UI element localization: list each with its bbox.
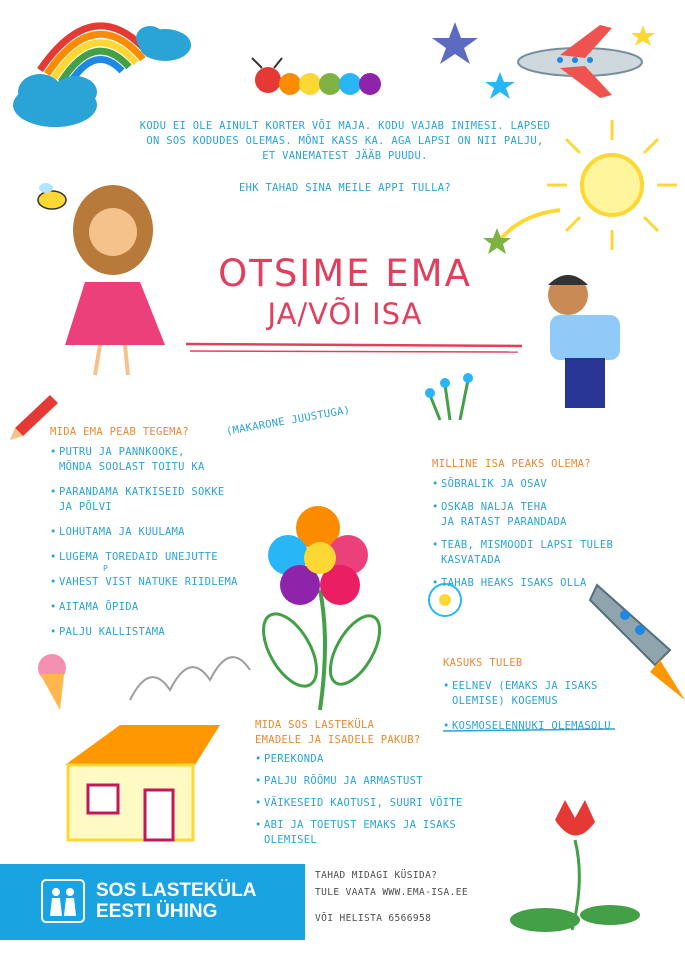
- page-subtitle: JA/VÕI ISA: [267, 297, 423, 331]
- bonus-heading: KASUKS TULEB: [443, 657, 523, 669]
- contact-phone[interactable]: VÕI HELISTA 6566958: [315, 913, 432, 924]
- airplane-icon: [518, 25, 642, 98]
- list-item: OLEMISEL: [264, 834, 317, 846]
- ice-cream-icon: [38, 654, 66, 710]
- list-item: • EELNEV (EMAKS JA ISAKS: [443, 679, 611, 694]
- list-item-crossed: • KOSMOSELENNUKI OLEMASOLU: [443, 719, 611, 734]
- star-icon: [485, 72, 515, 99]
- scribble-decoration: [130, 657, 250, 700]
- title-underline: [190, 351, 518, 352]
- logo-line: EESTI ÜHING: [96, 901, 218, 922]
- bonus-list: [443, 679, 611, 734]
- intro-line: ET VANEMATEST JÄÄB PUUDU.: [262, 150, 428, 162]
- mom-note: (MAKARONE JUUSTUGA): [225, 404, 352, 438]
- contact-question: TAHAD MIDAGI KÜSIDA?: [315, 870, 438, 881]
- bluebells-icon: [425, 373, 473, 420]
- list-item: • VAHEST VIST NATUKE RIIDLEMA: [50, 575, 238, 590]
- list-item: • OSKAB NALJA TEHA: [432, 500, 613, 515]
- intro-line: ON SOS KODUDES OLEMAS. MÕNI KASS KA. AGA LAPSI ON NII PALJU,: [146, 135, 544, 147]
- list-item: • ABI JA TOETUST EMAKS JA ISAKS: [255, 818, 463, 833]
- list-item: • PARANDAMA KATKISEID SOKKE: [50, 485, 238, 500]
- list-item: • LUGEMA TOREDAID UNEJUTTE: [50, 550, 238, 565]
- offers-heading: [255, 718, 421, 748]
- house-drawing: [65, 725, 220, 840]
- list-item: JA RATAST PARANDADA: [441, 516, 567, 528]
- contact-website[interactable]: TULE VAATA WWW.EMA-ISA.EE: [315, 887, 468, 898]
- star-icon: [631, 25, 655, 46]
- list-item: • TAHAB HEAKS ISAKS OLLA: [432, 576, 613, 591]
- intro-text: [110, 119, 580, 164]
- list-item: • TEAB, MISMOODI LAPSI TULEB: [432, 538, 613, 553]
- list-item: KASVATADA: [441, 554, 501, 566]
- bee-icon: [38, 183, 66, 209]
- title-underline: [186, 344, 522, 346]
- dad-heading: MILLINE ISA PEAKS OLEMA?: [432, 458, 591, 470]
- logo-bar: [0, 864, 305, 940]
- list-item: • AITAMA ÕPIDA: [50, 600, 238, 615]
- list-item: • VÄIKESEID KAOTUSI, SUURI VÕITE: [255, 796, 463, 811]
- offers-list: [255, 752, 463, 848]
- list-item: • PALJU KALLISTAMA: [50, 625, 238, 640]
- sos-logo-icon: [40, 878, 86, 924]
- correction-mark: P: [103, 564, 109, 573]
- dad-list: [432, 477, 613, 591]
- mom-list: [50, 445, 238, 640]
- list-item: OLEMISE) KOGEMUS: [452, 695, 558, 707]
- logo-name: [96, 880, 256, 922]
- mom-heading: MIDA EMA PEAB TEGEMA?: [50, 426, 190, 438]
- intro-question: EHK TAHAD SINA MEILE APPI TULLA?: [239, 182, 451, 194]
- flower-drawing: [253, 506, 390, 710]
- list-item: • SÕBRALIK JA OSAV: [432, 477, 613, 492]
- list-item: • LOHUTAMA JA KUULAMA: [50, 525, 238, 540]
- offers-heading-line: EMADELE JA ISADELE PAKUB?: [255, 734, 421, 746]
- list-item: JA PÕLVI: [59, 501, 112, 513]
- tulip-icon: [510, 800, 640, 932]
- shooting-star-icon: [483, 210, 560, 254]
- list-item: • PUTRU JA PANNKOOKE,: [50, 445, 238, 460]
- page-title: OTSIME EMA: [218, 252, 472, 295]
- star-icon: [432, 22, 478, 64]
- list-item: • PALJU RÕÕMU JA ARMASTUST: [255, 774, 463, 789]
- list-item: MÕNDA SOOLAST TOITU KA: [59, 461, 205, 473]
- man-drawing: [548, 275, 620, 408]
- intro-line: KODU EI OLE AINULT KORTER VÕI MAJA. KODU VAJAB INIMESI. LAPSED: [139, 120, 551, 132]
- logo-line: SOS LASTEKÜLA: [96, 880, 257, 901]
- list-item: • PEREKONDA: [255, 752, 463, 767]
- rainbow-icon: [40, 26, 150, 86]
- offers-heading-line: MIDA SOS LASTEKÜLA: [255, 719, 375, 731]
- caterpillar-icon: [252, 58, 381, 95]
